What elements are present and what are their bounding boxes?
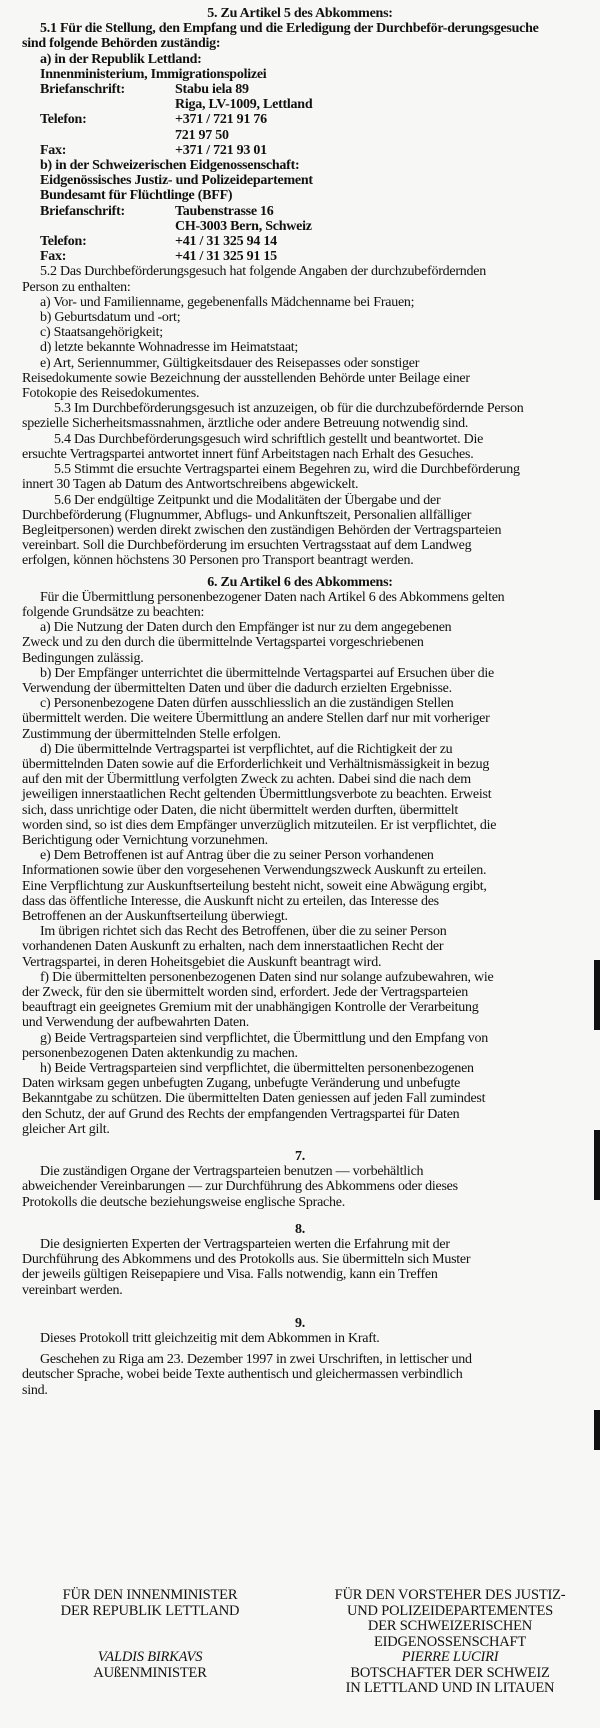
swiss-signatory-line-1: FÜR DEN VORSTEHER DES JUSTIZ- (334, 1587, 566, 1603)
address-label: Briefanschrift: (40, 82, 125, 98)
switzerland-label: b) in der Schweizerischen Eidgenossenschaft: (40, 158, 300, 174)
section-8-text-l4: vereinbart werden. (22, 1282, 123, 1298)
item-6-e-l3: Eine Verpflichtung zur Auskunftserteilung besteht nicht, soweit eine Abwägung ergibt, (22, 878, 487, 894)
switzerland-authority-1: Eidgenössisches Justiz- und Polizeidepartement (40, 173, 313, 189)
paragraph-5-6-l2: Durchbeförderung (Flugnummer, Abflugs- und Ankunftszeit, Personalien allfälliger (22, 507, 472, 523)
item-6-g-l2: personenbezogenen Daten aktenkundig zu machen. (22, 1045, 298, 1061)
scan-edge-mark (594, 1130, 600, 1200)
fax-label-ch: Fax: (40, 249, 67, 265)
latvia-phone-row-2 (0, 128, 600, 143)
item-6-h-l5: gleicher Art gilt. (22, 1121, 110, 1137)
item-6-f-l2: der Zweck, für den sie übermittelt worden sind, erfordert. Jede der Vertragsparteien (22, 985, 469, 1000)
item-6-d: d) Die übermittelnde Vertragspartei ist verpflichtet, auf die Richtigkeit der zu (40, 741, 453, 757)
paragraph-5-6-l4: vereinbart. Soll die Durchbeförderung im ersuchten Vertragsstaat auf dem Landweg (22, 538, 472, 554)
item-6-e-para2: Im übrigen richtet sich das Recht des Betroffenen, über die zu seiner Person (40, 924, 447, 940)
switzerland-address-1: Taubenstrasse 16 (175, 203, 274, 219)
section-7-text-l2: abweichender Vereinbarungen — zur Durchführung des Abkommens oder dieses (22, 1179, 458, 1195)
item-6-c-l3: Zustimmung der übermittelnden Stelle erfolgen. (22, 726, 281, 742)
latvia-signatory-name: VALDIS BIRKAVS (97, 1649, 203, 1665)
section-8-text-l2: Durchführung des Abkommens und des Protokolls aus. Sie übermitteln sich Muster (22, 1252, 471, 1268)
paragraph-5-5-cont: innert 30 Tagen ab Datum des Antwortschreibens abgewickelt. (22, 477, 359, 493)
latvia-address-row-2 (0, 97, 600, 112)
item-6-b: b) Der Empfänger unterrichtet die übermittelnde Vertagspartei auf Ersuchen über die (40, 665, 495, 681)
item-6-f-l3: beauftragt ein geeignetes Gremium mit der unabhängigen Kontrolle der Verarbeitung (22, 1000, 479, 1016)
scan-edge-mark (594, 1410, 600, 1450)
item-6-a-l2: Zweck und zu den durch die übermittelnde Vertagspartei vorgeschriebenen (22, 635, 424, 651)
signing-statement-l2: deutscher Sprache, wobei beide Texte authentisch und gleichermassen verbindlich (22, 1367, 463, 1383)
signature-switzerland (300, 1588, 600, 1697)
item-6-b-l2: Verwendung der übermittelten Daten und über die dadurch erzielten Ergebnisse. (22, 680, 452, 696)
latvia-phone-2: 721 97 50 (175, 127, 229, 143)
latvia-address-row (0, 82, 600, 97)
swiss-signatory-line-4: EIDGENOSSENSCHAFT (373, 1633, 527, 1650)
section-8-heading: 8. (295, 1221, 305, 1237)
switzerland-fax-row (0, 249, 600, 264)
item-6-c-l2: übermittelt werden. Die weitere Übermittlung an andere Stellen darf nur mit vorheriger (22, 711, 490, 727)
latvia-signatory-line-2: DER REPUBLIK LETTLAND (60, 1602, 240, 1619)
paragraph-5-6-l5: erfolgen, können höchstens 30 Personen pro Transport beantragt werden. (22, 553, 414, 569)
item-6-h: h) Beide Vertragsparteien sind verpflichtet, die übermittelten personenbezogenen (40, 1061, 474, 1077)
item-6-e-l5: Betroffenen an der Auskunftserteilung überwiegt. (22, 908, 288, 924)
item-6-d-l5: sich, dass unrichtige oder Daten, die nicht übermittelt werden durften, übermittelt (22, 802, 459, 818)
paragraph-5-2: 5.2 Das Durchbeförderungsgesuch hat folgende Angaben der durchzubefördernden (40, 264, 486, 280)
switzerland-fax: +41 / 31 325 91 15 (175, 249, 277, 265)
item-6-d-l4: jeweiligen innerstaatlichen Recht geltenden Übermittlungsverbote zu beachten. Erweist (22, 787, 492, 803)
item-6-e-l2: Informationen sowie über den vorgesehenen Verwendungszweck Auskunft zu erteilen. (22, 863, 487, 879)
signing-statement-l3: sind. (22, 1382, 48, 1398)
latvia-authority: Innenministerium, Immigrationspolizei (40, 66, 267, 82)
phone-label: Telefon: (40, 112, 87, 128)
paragraph-5-4-cont: ersuchte Vertragspartei antwortet innert fünf Arbeitstagen nach Erhalt des Gesuches. (22, 446, 474, 462)
paragraph-5-3-cont: spezielle Sicherheitsmassnahmen, ärztliche oder andere Betreuung notwendig sind. (22, 416, 469, 432)
switzerland-phone: +41 / 31 325 94 14 (175, 234, 277, 250)
item-6-h-l4: den Schutz, der auf Grund des Rechts der empfangenden Vertragspartei für Daten (22, 1106, 460, 1122)
paragraph-5-2-cont: Person zu enthalten: (22, 279, 131, 295)
item-5-2-d: d) letzte bekannte Wohnadresse im Heimatstaat; (40, 340, 299, 356)
item-6-d-l6: worden sind, so ist dies dem Empfänger unverzüglich mitzuteilen. Er ist verpflichtet, die (22, 817, 497, 833)
latvia-phone-1: +371 / 721 91 76 (175, 112, 267, 128)
switzerland-address-2: CH-3003 Bern, Schweiz (175, 218, 312, 234)
switzerland-phone-row (0, 234, 600, 249)
paragraph-5-3: 5.3 Im Durchbeförderungsgesuch ist anzuzeigen, ob für die durchzubefördernde Person (54, 401, 524, 417)
switzerland-authority-2: Bundesamt für Flüchtlinge (BFF) (40, 188, 233, 204)
protocol-text (0, 6, 600, 1398)
section-6-intro-cont: folgende Grundsätze zu beachten: (22, 604, 205, 620)
latvia-address-2: Riga, LV-1009, Lettland (175, 97, 313, 113)
scan-edge-mark (594, 960, 600, 1030)
item-6-a-l3: Bedingungen zulässig. (22, 650, 144, 666)
item-5-2-e-cont2: Fotokopie des Reisedokumentes. (22, 386, 200, 402)
section-7-heading: 7. (295, 1149, 305, 1165)
section-6-intro: Für die Übermittlung personenbezogener Daten nach Artikel 6 des Abkommens gelten (40, 589, 505, 605)
section-9-text: Dieses Protokoll tritt gleichzeitig mit dem Abkommen in Kraft. (40, 1331, 380, 1347)
item-5-2-e: e) Art, Seriennummer, Gültigkeitsdauer des Reisepasses oder sonstiger (40, 355, 420, 371)
item-6-d-l2: übermittelnden Daten sowie auf die Erforderlichkeit und Verhältnismässigkeit in bezug (22, 756, 490, 772)
phone-label-ch: Telefon: (40, 234, 87, 250)
item-5-2-a: a) Vor- und Familienname, gegebenenfalls Mädchenname bei Frauen; (40, 294, 415, 310)
section-6-heading: 6. Zu Artikel 6 des Abkommens: (207, 574, 393, 590)
section-9-heading: 9. (295, 1315, 305, 1331)
item-6-d-l7: Berichtigung oder Vernichtung vorzunehmen. (22, 832, 268, 848)
item-6-h-l2: Daten wirksam gegen unbefugten Zugang, unbefugte Veränderung und unbefugte (22, 1076, 461, 1092)
swiss-signatory-title-2: IN LETTLAND UND IN LITAUEN (345, 1680, 555, 1696)
swiss-signatory-name: PIERRE LUCIRI (401, 1649, 499, 1665)
item-6-f: f) Die übermittelten personenbezogenen Daten sind nur solange aufzubewahren, wie (40, 969, 494, 985)
section-8-text: Die designierten Experten der Vertragsparteien werten die Erfahrung mit der (40, 1237, 450, 1253)
item-6-f-l4: und Verwendung der aufbewahrten Daten. (22, 1015, 249, 1031)
item-5-2-b: b) Geburtsdatum und -ort; (40, 310, 181, 326)
section-8-text-l3: der jeweils gültigen Reisepapiere und Visa. Falls notwendig, kann ein Treffen (22, 1267, 438, 1283)
signature-latvia (0, 1588, 300, 1681)
item-6-h-l3: Bekanntgabe zu schützen. Die übermittelten Daten geniessen auf jeden Fall zumindest (22, 1091, 486, 1107)
item-6-e-l4: dass das öffentliche Interesse, die Auskunft nicht zu erteilen, das Interesse des (22, 893, 439, 909)
paragraph-5-6: 5.6 Der endgültige Zeitpunkt und die Modalitäten der Übergabe und der (54, 492, 441, 508)
signing-statement: Geschehen zu Riga am 23. Dezember 1997 in zwei Urschriften, in lettischer und (40, 1352, 472, 1368)
latvia-fax: +371 / 721 93 01 (175, 142, 267, 158)
paragraph-5-4: 5.4 Das Durchbeförderungsgesuch wird schriftlich gestellt und beantwortet. Die (54, 431, 484, 447)
item-6-e: e) Dem Betroffenen ist auf Antrag über die zu seiner Person vorhandenen (40, 848, 434, 864)
item-6-a: a) Die Nutzung der Daten durch den Empfänger ist nur zu dem angegebenen (40, 620, 452, 636)
paragraph-5-1: 5.1 Für die Stellung, den Empfang und die Erledigung der Durchbeför-derungsgesuche (40, 21, 539, 37)
item-6-d-l3: auf den mit der Übermittlung verfolgten Zweck zu achten. Dabei sind die nach dem (22, 772, 471, 788)
latvia-signatory-line-1: FÜR DEN INNENMINISTER (62, 1587, 238, 1603)
latvia-label: a) in der Republik Lettland: (40, 51, 202, 67)
paragraph-5-6-l3: Begleitpersonen) werden direkt zwischen den zuständigen Behörden der Vertragsparteien (22, 522, 502, 538)
address-label-ch: Briefanschrift: (40, 203, 125, 219)
item-6-g: g) Beide Vertragsparteien sind verpflichtet, die Übermittlung und den Empfang von (40, 1030, 488, 1046)
section-5-heading: 5. Zu Artikel 5 des Abkommens: (207, 6, 393, 21)
latvia-phone-row (0, 112, 600, 127)
latvia-fax-row (0, 143, 600, 158)
fax-label: Fax: (40, 142, 67, 158)
switzerland-address-row-2 (0, 219, 600, 234)
latvia-address-1: Stabu iela 89 (175, 82, 249, 98)
swiss-signatory-line-3: DER SCHWEIZERISCHEN (367, 1618, 533, 1634)
latvia-signatory-title: AUßENMINISTER (93, 1664, 207, 1681)
item-5-2-e-cont: Reisedokumente sowie Bezeichnung der ausstellenden Behörde unter Beilage einer (22, 370, 470, 386)
swiss-signatory-line-2: UND POLIZEIDEPARTEMENTES (346, 1602, 554, 1619)
swiss-signatory-title-1: BOTSCHAFTER DER SCHWEIZ (350, 1664, 550, 1681)
section-7-text-l3: Protokolls die deutsche beziehungsweise englische Sprache. (22, 1194, 345, 1210)
section-7-text: Die zuständigen Organe der Vertragsparteien benutzen — vorbehältlich (40, 1164, 424, 1180)
paragraph-5-5: 5.5 Stimmt die ersuchte Vertragspartei einem Begehren zu, wird die Durchbeförderung (54, 462, 520, 478)
switzerland-address-row (0, 204, 600, 219)
item-6-e-para2-l3: Vertragspartei, in deren Hoheitsgebiet die Auskunft beantragt wird. (22, 954, 382, 970)
item-5-2-c: c) Staatsangehörigkeit; (40, 325, 163, 341)
item-6-c: c) Personenbezogene Daten dürfen ausschliesslich an die zuständigen Stellen (40, 696, 454, 712)
item-6-e-para2-l2: vorhandenen Daten Auskunft zu erhalten, nach dem innerstaatlichen Recht der (22, 939, 444, 955)
paragraph-5-1-cont: sind folgende Behörden zuständig: (22, 36, 221, 52)
